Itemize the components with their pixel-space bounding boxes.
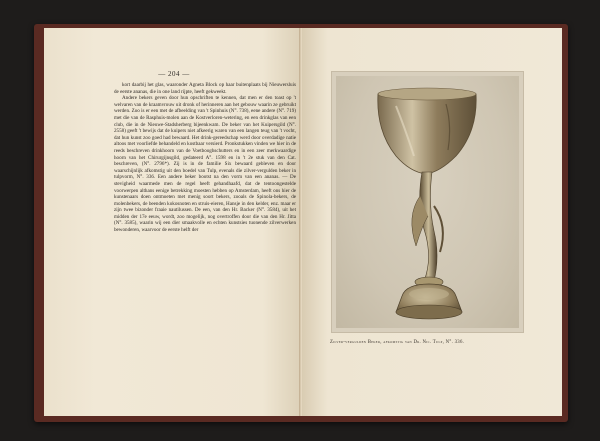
- photo-caption: Zilver-vergulden Beker, afkomstig van Dr. Nic. Tulp, N°. 336.: [330, 340, 465, 345]
- body-text: [114, 82, 296, 410]
- goblet-photograph: [336, 76, 519, 328]
- page-number: — 204 —: [158, 70, 190, 78]
- paragraph: Andere bekers geven door hun opschriften te kennen, dat men er den toast op 't welvaren van de kraamvrouw uit dronk of herinneren aan het gebouw waarin ze gebruikt werden. Zoo is er een met de afbeelding van 't Spinhuis (N°. 738), eene andere (N°. 719) met die van de Rasphuis-molen aan de Kostverloren-wetering, en een drinkglas van een club, die in de Nieuwe-Stadsherberg bijeenkwam. De beker van het Kuipersgild (N°. 2558) geeft 't bewijs dat de kuipers niet afkeerig waren van een langen teug van 't vocht, dat hun kunst zoo goed had bewaard. Het drink-gereedschap werd door overdadige natie altoos met voorliefde behandeld en kostbaar versierd. Pronkstukken vinden we hier in de reeds beschreven drinkhoorn van de Voetbooghschutters en in een zeer merkwaardige hoorn van het Chirurgijnsgild, gedateerd A°. 1598 en in 't 2e stuk van den Cat. beschreven, (N°. 2796*). Zij is in de familie Six bewaard gebleven en door waarschijnlijk afkomstig uit den boedel van Tulp, evenals die zilver-vergulden beker in tulpvorm, N°. 336. Een andere beker bootst na den vorm van een ananas. — De stevigheid waarmede men de regel heeft gehandhaafd, dat de tentoongestelde voorwerpen althans eenige betrekking moesten hebben op Amsterdam, heeft ons hier de kunstenaars doen ontmoeten met menig soort bekers, zooals de Spinola-bekers, de molenbekers, de beenden kokosnoten en struis-eieren, Hansje in den kelder, enz. maar er zijn twee bizonder fraaie nautilussen. De een, van den Hr. Backer (N°. 3584), uit het midden der 17e eeuw, wordt, zoo mogelijk, nog overtroffen door die van den Hr. Jitta (N°. 3585), waarin wij een dier smaakvolle en echten kunstsies tuonende zilverwerken bewonderen, waarvoor de eerste helft der: [114, 95, 296, 234]
- goblet-illustration: [336, 76, 519, 328]
- paragraph: kort daarbij het glas, waaronder Agneta Block op haar buitenplaats bij Nieuwersluis de eerste ananas, die in one land rijpte, heeft gekweekt.: [114, 82, 296, 95]
